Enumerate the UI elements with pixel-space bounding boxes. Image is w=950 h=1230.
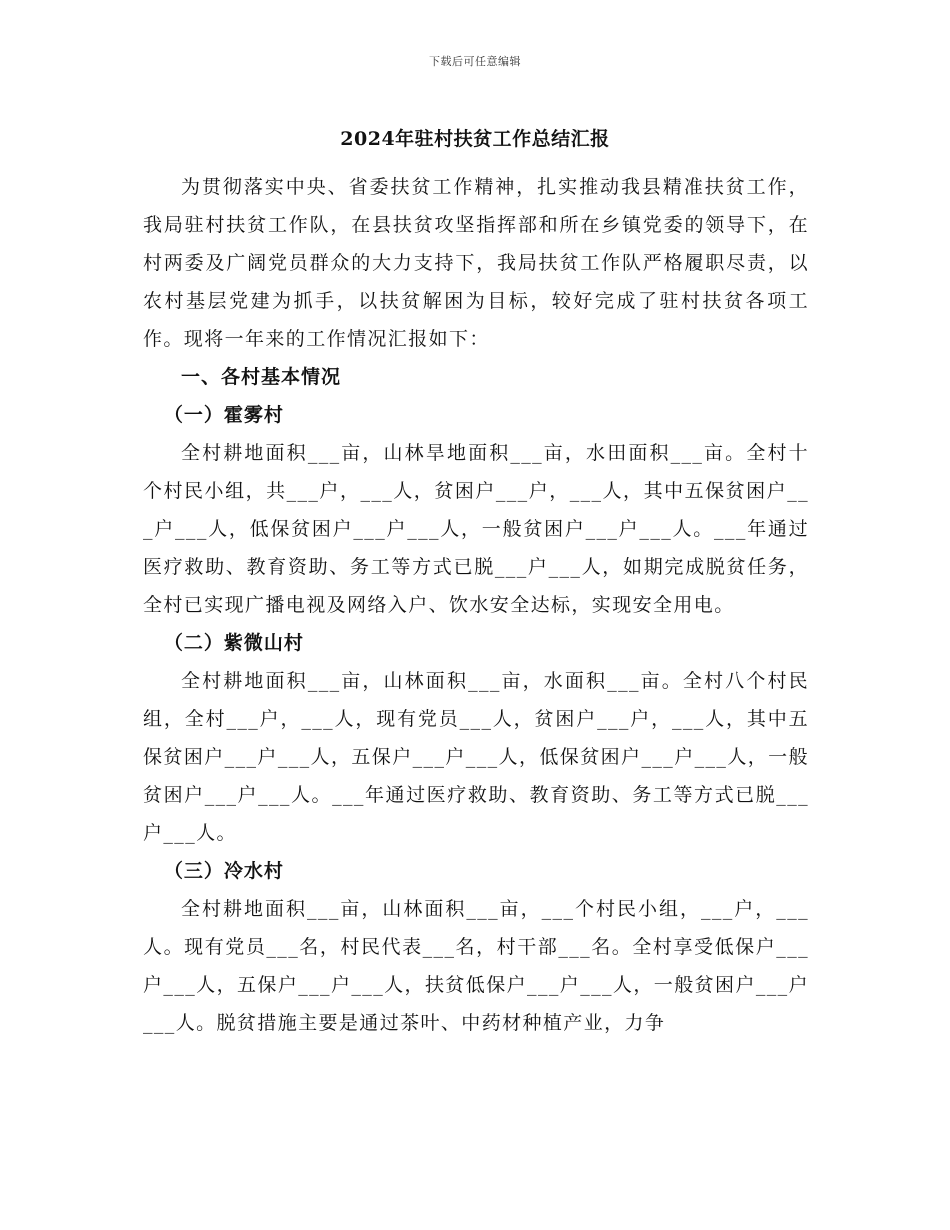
village-heading-2: （二）紫微山村: [163, 632, 304, 654]
document-body: [143, 168, 809, 1042]
intro-paragraph: 为贯彻落实中央、省委扶贫工作精神，扎实推动我县精准扶贫工作，我局驻村扶贫工作队，在县扶贫攻坚指挥部和所在乡镇党委的领导下，在村两委及广阔党员群众的大力支持下，我局扶贫工作队严格履职尽责，以农村基层党建为抓手，以扶贫解困为目标，较好完成了驻村扶贫各项工作。现将一年来的工作情况汇报如下：: [143, 176, 809, 350]
header-note: 下载后可任意编辑: [429, 55, 521, 68]
village-paragraph-2: 全村耕地面积___亩，山林面积___亩，水面积___亩。全村八个村民组，全村___户，___人，现有党员___人，贫困户___户，___人，其中五保贫困户___户___人，五保户___户___人，低保贫困户___户___人，一般贫困户___户___人。___年通过医疗救助、教育资助、务工等方式已脱___户___人。: [143, 670, 809, 844]
section-heading: 一、各村基本情况: [181, 366, 342, 388]
village-paragraph-1: 全村耕地面积___亩，山林旱地面积___亩，水田面积___亩。全村十个村民小组，共___户，___人，贫困户___户，___人，其中五保贫困户___户___人，低保贫困户___户___人，一般贫困户___户___人。___年通过医疗救助、教育资助、务工等方式已脱___户___人，如期完成脱贫任务，全村已实现广播电视及网络入户、饮水安全达标，实现安全用电。: [143, 442, 809, 616]
village-paragraph-3: 全村耕地面积___亩，山林面积___亩，___个村民小组，___户，___人。现有党员___名，村民代表___名，村干部___名。全村享受低保户___户___人，五保户___户___人，扶贫低保户___户___人，一般贫困户___户___人。脱贫措施主要是通过茶叶、中药材种植产业，力争: [143, 898, 809, 1034]
document-title: 2024年驻村扶贫工作总结汇报: [340, 128, 610, 150]
village-heading-3: （三）冷水村: [163, 860, 284, 882]
village-heading-1: （一）霍雾村: [163, 404, 284, 426]
